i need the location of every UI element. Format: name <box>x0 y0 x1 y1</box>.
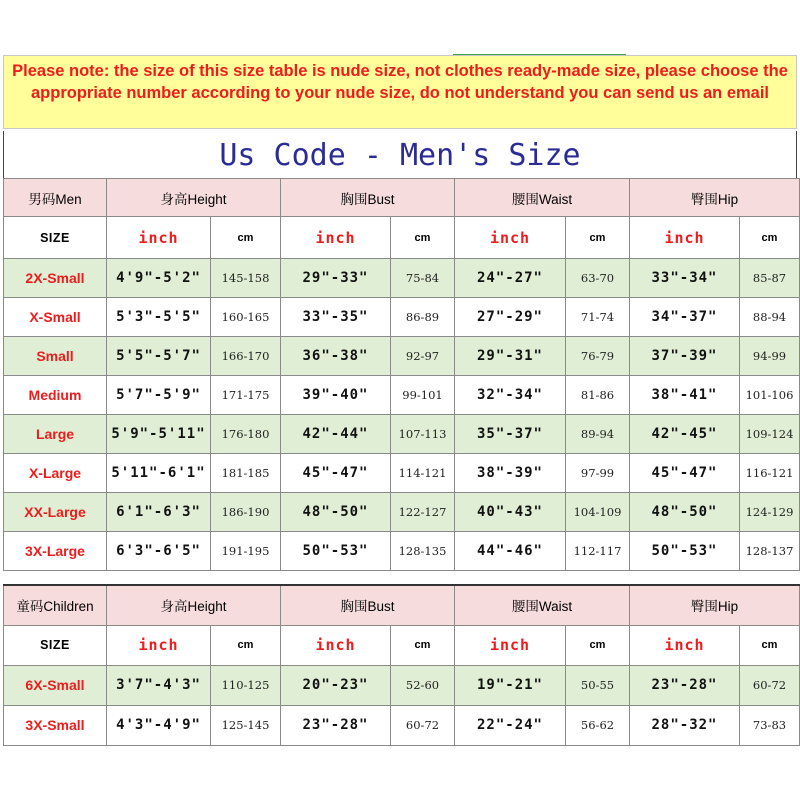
hip-inch-header: inch <box>630 217 740 259</box>
hip-cm-header: cm <box>740 217 800 259</box>
waist-header: 腰围Waist <box>455 179 630 217</box>
height-cm-cell: 160-165 <box>211 298 281 337</box>
bust-inch-cell: 23"-28" <box>281 705 391 745</box>
hip-cm-cell: 101-106 <box>740 376 800 415</box>
height-inch-cell: 5'11"-6'1" <box>107 454 211 493</box>
waist-cm-cell: 76-79 <box>566 337 630 376</box>
bust-cm-cell: 99-101 <box>391 376 455 415</box>
height-cm-cell: 186-190 <box>211 493 281 532</box>
waist-cm-cell: 104-109 <box>566 493 630 532</box>
height-cm-cell: 176-180 <box>211 415 281 454</box>
waist-cm-header: cm <box>566 625 630 665</box>
hip-inch-cell: 42"-45" <box>630 415 740 454</box>
size-cell: Large <box>4 415 107 454</box>
hip-inch-header: inch <box>630 625 740 665</box>
waist-inch-cell: 24"-27" <box>455 259 566 298</box>
hip-cm-cell: 128-137 <box>740 532 800 571</box>
men-size-table <box>3 178 800 571</box>
height-inch-cell: 6'1"-6'3" <box>107 493 211 532</box>
children-group-header: 童码Children <box>4 585 107 625</box>
waist-cm-cell: 50-55 <box>566 665 630 705</box>
size-column-header: SIZE <box>4 625 107 665</box>
waist-inch-cell: 19"-21" <box>455 665 566 705</box>
bust-cm-cell: 52-60 <box>391 665 455 705</box>
height-inch-cell: 3'7"-4'3" <box>107 665 211 705</box>
children-header-row <box>4 585 800 625</box>
height-header: 身高Height <box>107 585 281 625</box>
hip-cm-cell: 109-124 <box>740 415 800 454</box>
notice-banner <box>3 55 797 129</box>
height-cm-cell: 181-185 <box>211 454 281 493</box>
size-cell: XX-Large <box>4 493 107 532</box>
size-cell: 2X-Small <box>4 259 107 298</box>
height-cm-cell: 171-175 <box>211 376 281 415</box>
hip-inch-cell: 28"-32" <box>630 705 740 745</box>
height-inch-cell: 5'7"-5'9" <box>107 376 211 415</box>
table-row <box>4 532 800 571</box>
men-group-header: 男码Men <box>4 179 107 217</box>
bust-cm-cell: 107-113 <box>391 415 455 454</box>
size-cell: 6X-Small <box>4 665 107 705</box>
height-cm-header: cm <box>211 217 281 259</box>
waist-inch-header: inch <box>455 625 566 665</box>
bust-cm-cell: 128-135 <box>391 532 455 571</box>
height-inch-header: inch <box>107 625 211 665</box>
height-cm-header: cm <box>211 625 281 665</box>
waist-cm-cell: 89-94 <box>566 415 630 454</box>
waist-inch-cell: 27"-29" <box>455 298 566 337</box>
hip-cm-header: cm <box>740 625 800 665</box>
bust-cm-cell: 75-84 <box>391 259 455 298</box>
bust-cm-cell: 114-121 <box>391 454 455 493</box>
table-row <box>4 665 800 705</box>
table-row <box>4 298 800 337</box>
table-row <box>4 259 800 298</box>
bust-cm-header: cm <box>391 217 455 259</box>
waist-cm-cell: 81-86 <box>566 376 630 415</box>
hip-cm-cell: 116-121 <box>740 454 800 493</box>
bust-cm-cell: 86-89 <box>391 298 455 337</box>
hip-inch-cell: 45"-47" <box>630 454 740 493</box>
waist-inch-cell: 32"-34" <box>455 376 566 415</box>
bust-inch-cell: 39"-40" <box>281 376 391 415</box>
table-row <box>4 376 800 415</box>
hip-header: 臀围Hip <box>630 585 800 625</box>
table-row <box>4 705 800 745</box>
table-row <box>4 493 800 532</box>
waist-cm-cell: 71-74 <box>566 298 630 337</box>
waist-inch-cell: 22"-24" <box>455 705 566 745</box>
notice-text: Please note: the size of this size table is nude size, not clothes ready-made size, please choose the appropriate number according to your nude size, do not understand you can send us an email <box>12 62 788 102</box>
hip-cm-cell: 60-72 <box>740 665 800 705</box>
size-cell: Small <box>4 337 107 376</box>
table-row <box>4 415 800 454</box>
table-row <box>4 454 800 493</box>
waist-cm-cell: 112-117 <box>566 532 630 571</box>
waist-cm-cell: 97-99 <box>566 454 630 493</box>
size-cell: 3X-Small <box>4 705 107 745</box>
height-cm-cell: 191-195 <box>211 532 281 571</box>
waist-cm-cell: 56-62 <box>566 705 630 745</box>
men-header-row <box>4 179 800 217</box>
height-inch-header: inch <box>107 217 211 259</box>
bust-inch-cell: 20"-23" <box>281 665 391 705</box>
bust-cm-cell: 122-127 <box>391 493 455 532</box>
hip-cm-cell: 88-94 <box>740 298 800 337</box>
hip-inch-cell: 37"-39" <box>630 337 740 376</box>
height-cm-cell: 125-145 <box>211 705 281 745</box>
hip-inch-cell: 38"-41" <box>630 376 740 415</box>
bust-inch-cell: 36"-38" <box>281 337 391 376</box>
bust-header: 胸围Bust <box>281 585 455 625</box>
height-inch-cell: 5'3"-5'5" <box>107 298 211 337</box>
bust-header: 胸围Bust <box>281 179 455 217</box>
bust-inch-cell: 29"-33" <box>281 259 391 298</box>
size-cell: 3X-Large <box>4 532 107 571</box>
hip-inch-cell: 33"-34" <box>630 259 740 298</box>
waist-inch-header: inch <box>455 217 566 259</box>
waist-inch-cell: 35"-37" <box>455 415 566 454</box>
table-row <box>4 337 800 376</box>
bust-cm-header: cm <box>391 625 455 665</box>
men-units-row <box>4 217 800 259</box>
size-cell: X-Small <box>4 298 107 337</box>
bust-inch-cell: 50"-53" <box>281 532 391 571</box>
waist-header: 腰围Waist <box>455 585 630 625</box>
waist-inch-cell: 44"-46" <box>455 532 566 571</box>
hip-cm-cell: 85-87 <box>740 259 800 298</box>
page-title: Us Code - Men's Size <box>3 131 797 178</box>
hip-cm-cell: 73-83 <box>740 705 800 745</box>
bust-inch-cell: 48"-50" <box>281 493 391 532</box>
hip-cm-cell: 124-129 <box>740 493 800 532</box>
height-inch-cell: 4'3"-4'9" <box>107 705 211 745</box>
waist-inch-cell: 38"-39" <box>455 454 566 493</box>
hip-cm-cell: 94-99 <box>740 337 800 376</box>
waist-cm-cell: 63-70 <box>566 259 630 298</box>
waist-cm-header: cm <box>566 217 630 259</box>
size-column-header: SIZE <box>4 217 107 259</box>
height-cm-cell: 145-158 <box>211 259 281 298</box>
bust-cm-cell: 92-97 <box>391 337 455 376</box>
height-cm-cell: 166-170 <box>211 337 281 376</box>
bust-inch-header: inch <box>281 625 391 665</box>
children-units-row <box>4 625 800 665</box>
hip-inch-cell: 23"-28" <box>630 665 740 705</box>
hip-header: 臀围Hip <box>630 179 800 217</box>
bust-cm-cell: 60-72 <box>391 705 455 745</box>
height-inch-cell: 4'9"-5'2" <box>107 259 211 298</box>
waist-inch-cell: 40"-43" <box>455 493 566 532</box>
bust-inch-header: inch <box>281 217 391 259</box>
height-header: 身高Height <box>107 179 281 217</box>
bust-inch-cell: 45"-47" <box>281 454 391 493</box>
children-size-table <box>3 584 800 746</box>
hip-inch-cell: 50"-53" <box>630 532 740 571</box>
bust-inch-cell: 33"-35" <box>281 298 391 337</box>
size-cell: Medium <box>4 376 107 415</box>
size-cell: X-Large <box>4 454 107 493</box>
height-cm-cell: 110-125 <box>211 665 281 705</box>
hip-inch-cell: 34"-37" <box>630 298 740 337</box>
height-inch-cell: 6'3"-6'5" <box>107 532 211 571</box>
height-inch-cell: 5'5"-5'7" <box>107 337 211 376</box>
waist-inch-cell: 29"-31" <box>455 337 566 376</box>
hip-inch-cell: 48"-50" <box>630 493 740 532</box>
bust-inch-cell: 42"-44" <box>281 415 391 454</box>
height-inch-cell: 5'9"-5'11" <box>107 415 211 454</box>
